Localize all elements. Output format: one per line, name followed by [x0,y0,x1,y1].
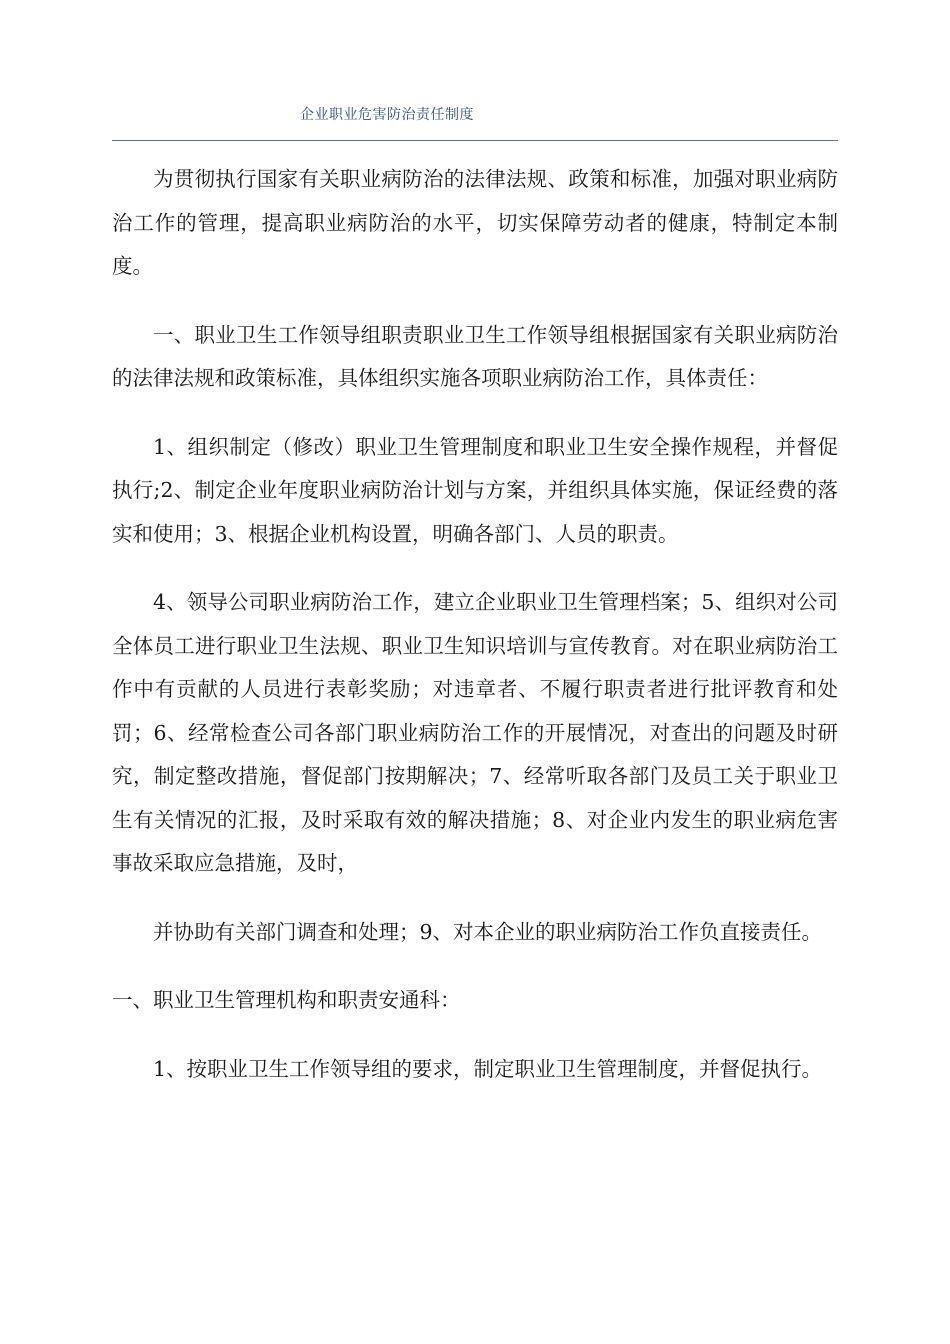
header-divider [112,140,838,141]
paragraph-section-heading: 一、职业卫生管理机构和职责安通科： [112,988,461,1012]
paragraph-duties-1-3: 1、组织制定（修改）职业卫生管理制度和职业卫生安全操作规程，并督促执行;2、制定企业年度职业病防治计划与方案，并组织具体实施，保证经费的落实和使用；3、根据企业机构设置，明确各部门、人员的职责。 [112,434,838,546]
document-body [112,158,838,1091]
page-header-title: 企业职业危害防治责任制度 [300,107,474,123]
paragraph-section-item-1: 1、按职业卫生工作领导组的要求，制定职业卫生管理制度，并督促执行。 [153,1056,823,1081]
paragraph-duties-9: 并协助有关部门调查和处理；9、对本企业的职业病防治工作负直接责任。 [153,919,823,944]
paragraph-section-1: 一、职业卫生工作领导组职责职业卫生工作领导组根据国家有关职业病防治的法律法规和政策标准，具体组织实施各项职业病防治工作，具体责任： [112,322,838,390]
paragraph-duties-4-8: 4、领导公司职业病防治工作，建立企业职业卫生管理档案；5、组织对公司全体员工进行职业卫生法规、职业卫生知识培训与宣传教育。对在职业病防治工作中有贡献的人员进行表彰奖励；对违章者、不履行职责者进行批评教育和处罚；6、经常检查公司各部门职业病防治工作的开展情况，对查出的问题及时研究，制定整改措施，督促部门按期解决；7、经常听取各部门及员工关于职业卫生有关情况的汇报，及时采取有效的解决措施；8、对企业内发生的职业病危害事故采取应急措施，及时， [112,590,838,875]
paragraph-intro: 为贯彻执行国家有关职业病防治的法律法规、政策和标准，加强对职业病防治工作的管理，提高职业病防治的水平，切实保障劳动者的健康，特制定本制度。 [112,167,838,278]
